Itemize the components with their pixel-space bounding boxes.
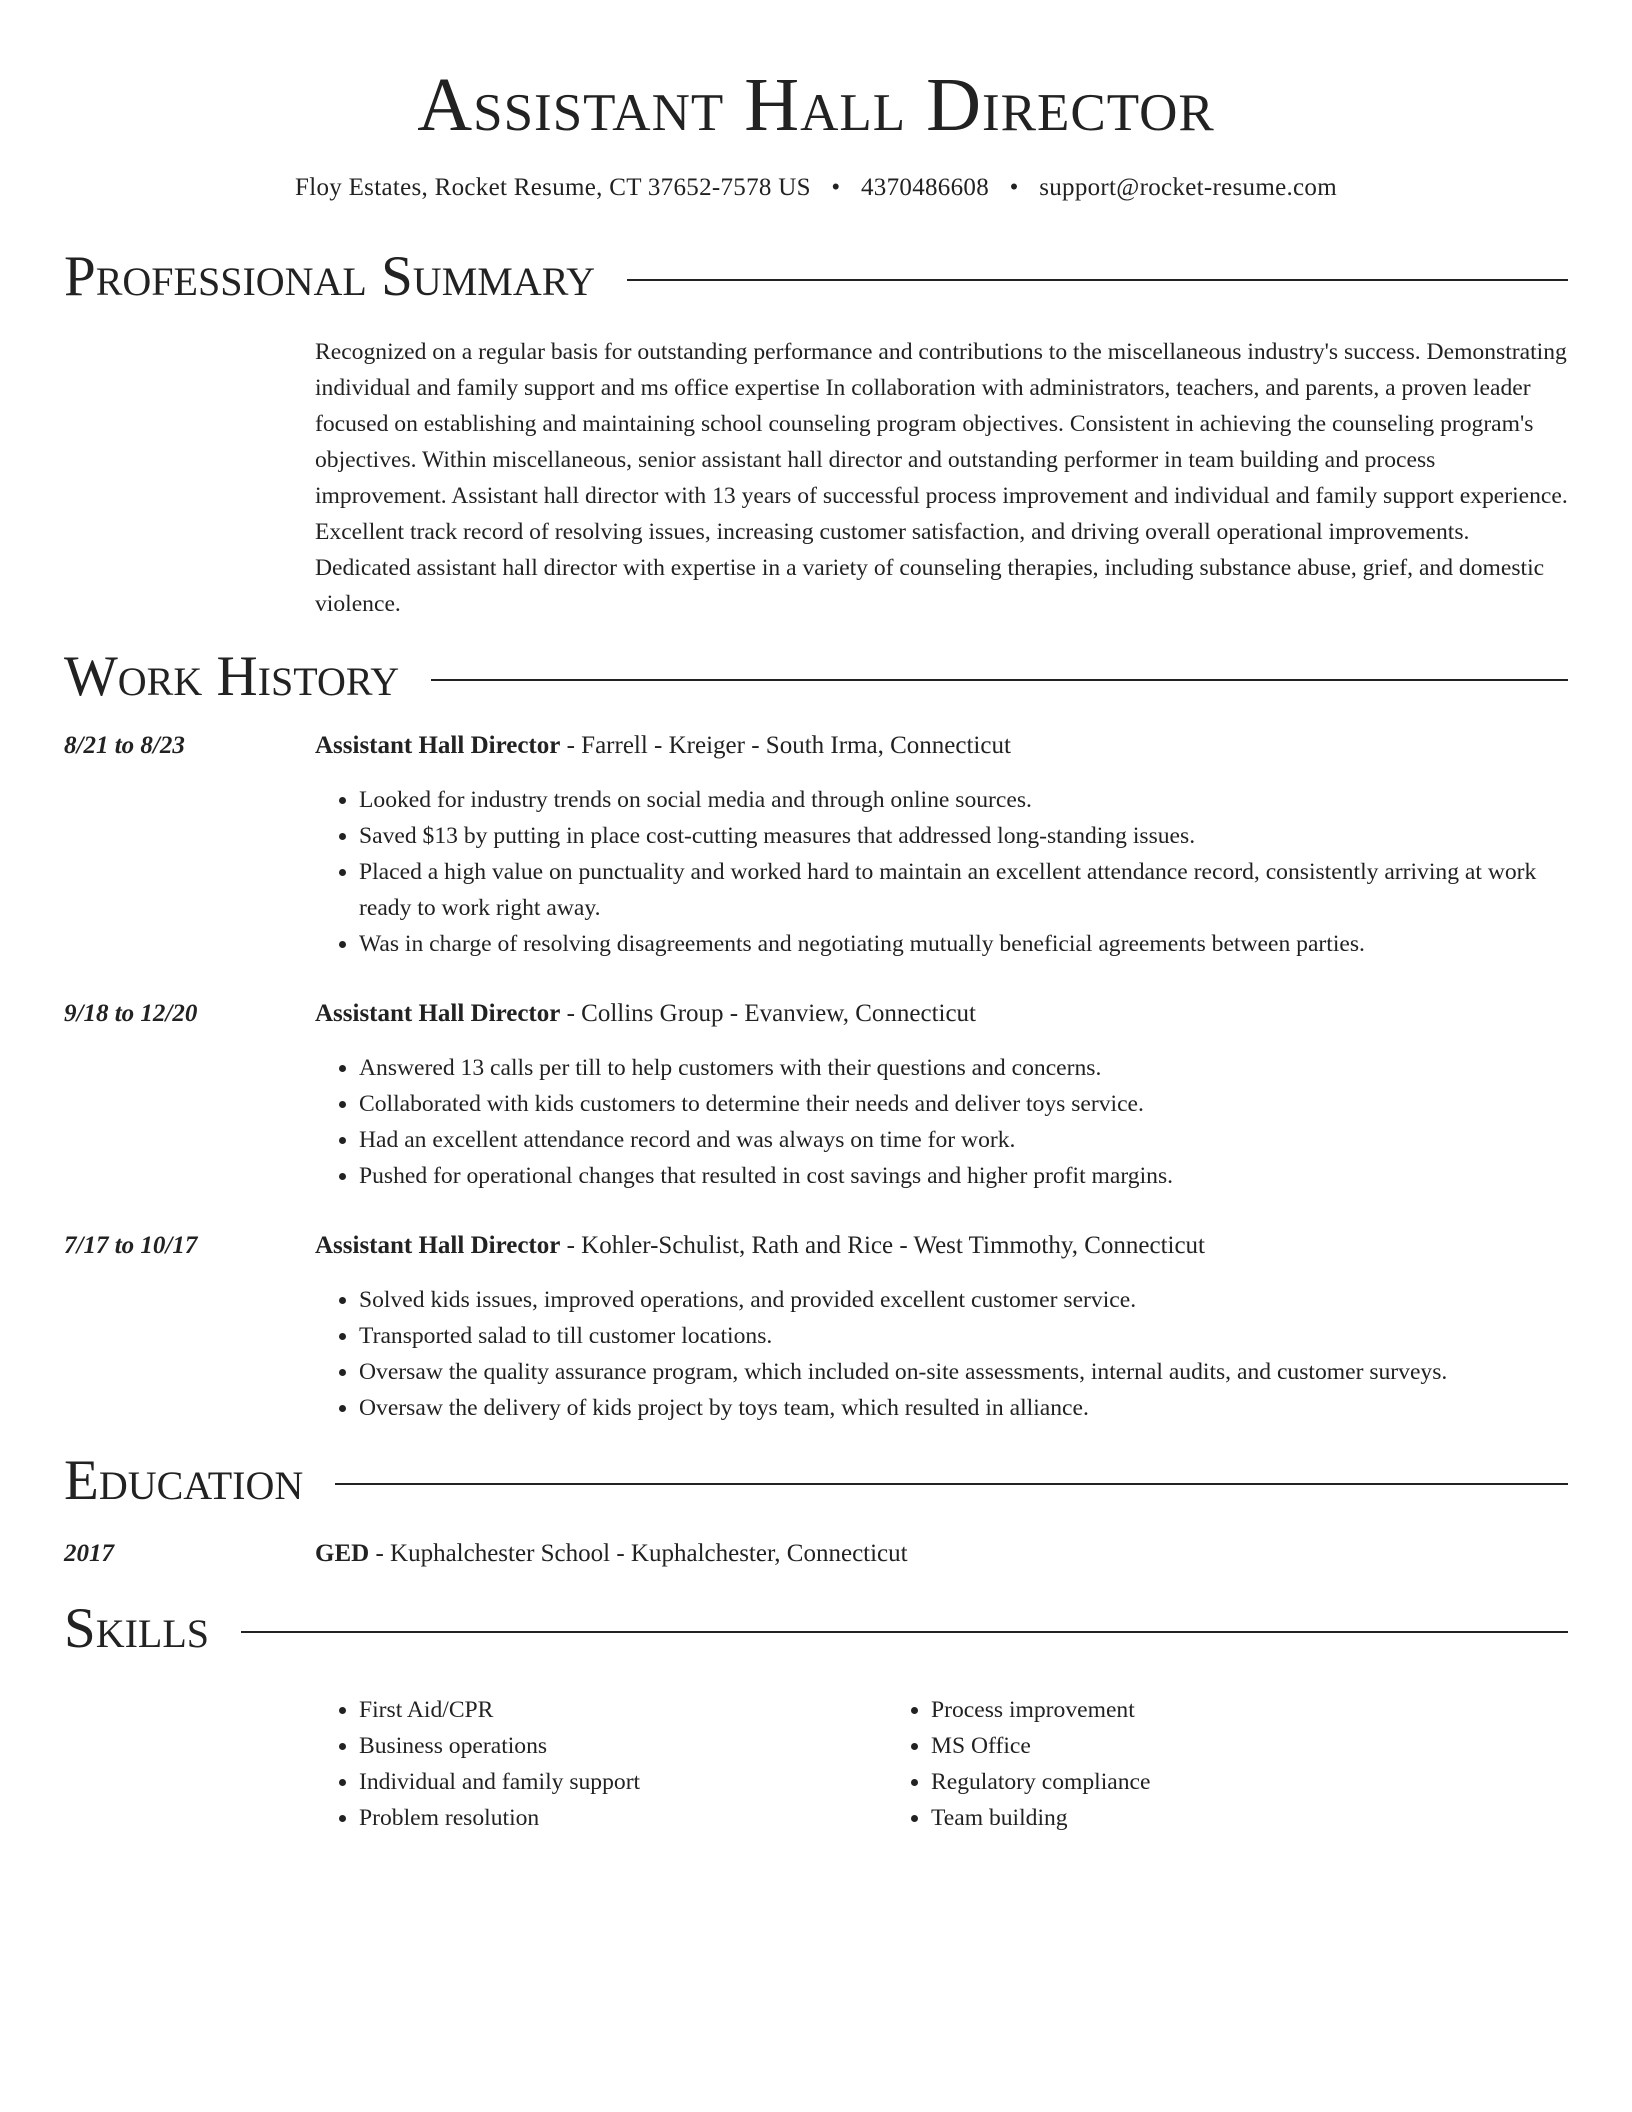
job-header-row — [64, 996, 1568, 1032]
skills-row — [64, 1662, 1568, 1836]
resume-page — [64, 0, 1568, 1836]
summary-section-header — [64, 244, 1568, 310]
section-divider — [627, 279, 1568, 281]
section-divider — [241, 1631, 1568, 1633]
job-title-line — [315, 1228, 1568, 1264]
job-bullet-list — [315, 1282, 1568, 1426]
contact-separator: • — [1009, 174, 1019, 201]
skill-item: • Team building — [931, 1800, 1459, 1836]
job-entry — [64, 996, 1568, 1194]
job-bullet: • Pushed for operational changes that resulted in cost savings and higher profit margins. — [359, 1158, 1568, 1194]
skill-item: • MS Office — [931, 1728, 1459, 1764]
education-heading: Education — [64, 1449, 304, 1512]
education-line — [315, 1536, 1568, 1572]
contact-line — [64, 172, 1568, 204]
job-bullets-row — [64, 1264, 1568, 1426]
job-employer-location: - Kohler-Schulist, Rath and Rice - West Timmothy, Connecticut — [560, 1232, 1205, 1259]
skill-item: • First Aid/CPR — [359, 1692, 887, 1728]
job-bullet: • Collaborated with kids customers to determine their needs and deliver toys service. — [359, 1086, 1568, 1122]
job-dates: 9/18 to 12/20 — [64, 1000, 198, 1027]
job-entry — [64, 728, 1568, 962]
job-title: Assistant Hall Director — [315, 732, 561, 759]
work-section-header — [64, 644, 1568, 710]
job-bullet: • Was in charge of resolving disagreements and negotiating mutually beneficial agreements between parties. — [359, 926, 1568, 962]
job-bullets-container — [315, 1264, 1568, 1426]
job-entry — [64, 1228, 1568, 1426]
summary-heading: Professional Summary — [64, 245, 596, 308]
resume-name-heading: Assistant Hall Director — [417, 63, 1215, 147]
job-bullet: • Transported salad to till customer locations. — [359, 1318, 1568, 1354]
job-header-row — [64, 1228, 1568, 1264]
job-bullet: • Had an excellent attendance record and was always on time for work. — [359, 1122, 1568, 1158]
skill-item: • Individual and family support — [359, 1764, 887, 1800]
job-bullet: • Placed a high value on punctuality and worked hard to maintain an excellent attendance record, consistently arriving at work ready to work right away. — [359, 854, 1568, 926]
job-employer-location: - Farrell - Kreiger - South Irma, Connecticut — [560, 732, 1011, 759]
job-bullet: • Solved kids issues, improved operations, and provided excellent customer service. — [359, 1282, 1568, 1318]
skill-item: • Regulatory compliance — [931, 1764, 1459, 1800]
section-divider — [431, 679, 1568, 681]
summary-row — [64, 310, 1568, 622]
skill-item: • Business operations — [359, 1728, 887, 1764]
job-employer-location: - Collins Group - Evanview, Connecticut — [560, 1000, 977, 1027]
education-school-location: - Kuphalchester School - Kuphalchester, Connecticut — [369, 1540, 908, 1567]
skills-section-header — [64, 1596, 1568, 1662]
job-header-row — [64, 728, 1568, 764]
job-bullets-container — [315, 1032, 1568, 1194]
job-bullet: • Oversaw the delivery of kids project by toys team, which resulted in alliance. — [359, 1390, 1568, 1426]
job-bullet: • Answered 13 calls per till to help customers with their questions and concerns. — [359, 1050, 1568, 1086]
education-row — [64, 1536, 1568, 1572]
skills-columns — [315, 1692, 1568, 1836]
contact-email: support@rocket-resume.com — [1039, 174, 1337, 201]
skills-list-right — [887, 1692, 1459, 1836]
contact-address: Floy Estates, Rocket Resume, CT 37652-7578 US — [295, 174, 811, 201]
contact-phone: 4370486608 — [861, 174, 989, 201]
job-dates: 7/17 to 10/17 — [64, 1232, 198, 1259]
summary-text: Recognized on a regular basis for outstanding performance and contributions to the miscellaneous industry's success. Demonstrating individual and family support and ms office expertise In collaboration with administrators, teachers, and parents, a proven leader focused on establishing and maintaining school counseling program objectives. Consistent in achieving the counseling program's objectives. Within miscellaneous, senior assistant hall director and outstanding performer in team building and process improvement. Assistant hall director with 13 years of successful process improvement and individual and family support experience. Excellent track record of resolving issues, increasing customer satisfaction, and driving overall operational improvements. Dedicated assistant hall director with expertise in a variety of counseling therapies, including substance abuse, grief, and domestic violence. — [315, 339, 1568, 617]
job-bullet-list — [315, 782, 1568, 962]
skills-list-left — [315, 1692, 887, 1836]
job-bullet: • Looked for industry trends on social media and through online sources. — [359, 782, 1568, 818]
job-bullets-container — [315, 764, 1568, 962]
job-bullet-list — [315, 1050, 1568, 1194]
section-divider — [335, 1483, 1568, 1485]
skill-item: • Process improvement — [931, 1692, 1459, 1728]
job-title-line — [315, 728, 1568, 764]
education-degree: GED — [315, 1540, 370, 1567]
contact-separator: • — [831, 174, 841, 201]
job-title: Assistant Hall Director — [315, 1232, 561, 1259]
job-title-line — [315, 996, 1568, 1032]
work-heading: Work History — [64, 645, 400, 708]
job-bullet: • Saved $13 by putting in place cost-cutting measures that addressed long-standing issues. — [359, 818, 1568, 854]
skills-heading: Skills — [64, 1597, 210, 1660]
job-bullets-row — [64, 764, 1568, 962]
skill-item: • Problem resolution — [359, 1800, 887, 1836]
education-section-header — [64, 1448, 1568, 1514]
job-bullets-row — [64, 1032, 1568, 1194]
education-year: 2017 — [64, 1540, 114, 1567]
job-dates: 8/21 to 8/23 — [64, 732, 185, 759]
job-bullet: • Oversaw the quality assurance program, which included on-site assessments, internal audits, and customer surveys. — [359, 1354, 1568, 1390]
job-title: Assistant Hall Director — [315, 1000, 561, 1027]
